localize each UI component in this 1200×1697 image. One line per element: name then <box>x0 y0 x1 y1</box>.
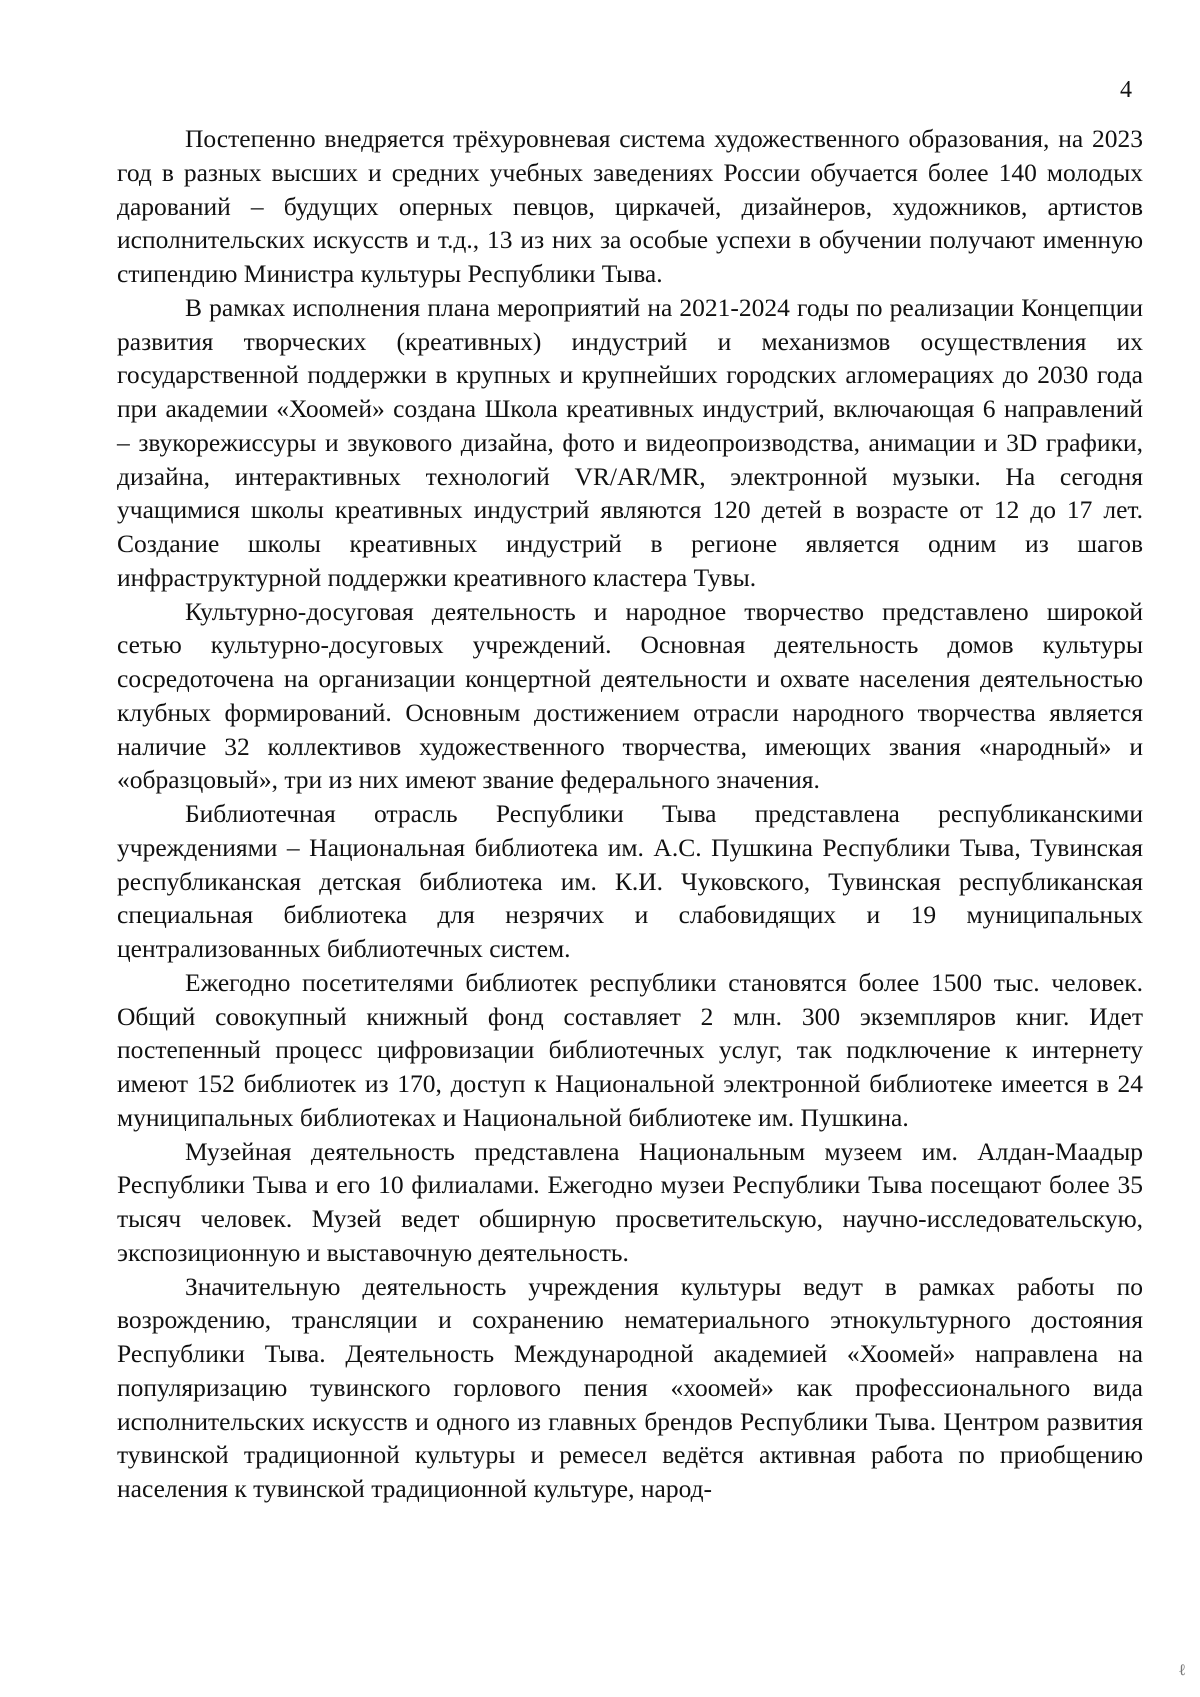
paragraph-libraries: Библиотечная отрасль Республики Тыва представлена республиканскими учреждениями – Национальная библиотека им. А.С. Пушкина Республики Тыва, Тувинская республиканская детская библиотека им. К.И. Чуковского, Тувинская республиканская специальная библиотека для незрячих и слабовидящих и 19 муниципальных централизованных библиотечных систем. <box>117 799 1143 963</box>
paragraph-creative-industries: В рамках исполнения плана мероприятий на 2021-2024 годы по реализации Концепции развития творческих (креативных) индустрий и механизмов осуществления их государственной поддержки в крупных и крупнейших городских агломерациях до 2030 года при академии «Хоомей» создана Школа креативных индустрий, включающая 6 направлений – звукорежиссуры и звукового дизайна, фото и видеопроизводства, анимации и 3D графики, дизайна, интерактивных технологий VR/AR/MR, электронной музыки. На сегодня учащимися школы креативных индустрий являются 120 детей в возрасте от 12 до 17 лет. Создание школы креативных индустрий в регионе является одним из шагов инфраструктурной поддержки креативного кластера Тувы. <box>117 292 1143 592</box>
paragraph-library-visitors: Ежегодно посетителями библиотек республики становятся более 1500 тыс. человек. Общий совокупный книжный фонд составляет 2 млн. 300 экземпляров книг. Идет постепенный процесс цифровизации библиотечных услуг, так подключение к интернету имеют 152 библиотек из 170, доступ к Национальной электронной библиотеке имеется в 24 муниципальных библиотеках и Национальной библиотеке им. Пушкина. <box>117 967 1143 1132</box>
page-number: 4 <box>1120 77 1132 103</box>
paragraph-intangible-heritage: Значительную деятельность учреждения культуры ведут в рамках работы по возрождению, трансляции и сохранению нематериального этнокультурного достояния Республики Тыва. Деятельность Международной академией «Хоомей» направлена на популяризацию тувинского горлового пения «хоомей» как профессионального вида исполнительских искусств и одного из главных брендов Республики Тыва. Центром развития тувинской традиционной культуры и ремесел ведётся активная работа по приобщению населения к тувинской традиционной культуре, народ- <box>117 1271 1143 1503</box>
paragraph-art-education: Постепенно внедряется трёхуровневая система художественного образования, на 2023 год в разных высших и средних учебных заведениях России обучается более 140 молодых дарований – будущих оперных певцов, циркачей, дизайнеров, художников, артистов исполнительских искусств и т.д., 13 из них за особые успехи в обучении получают именную стипендию Министра культуры Республики Тыва. <box>117 124 1143 288</box>
margin-mark-icon: ℓ <box>1178 1662 1186 1679</box>
paragraph-museums: Музейная деятельность представлена Национальным музеем им. Алдан-Маадыр Республики Тыва и его 10 филиалами. Ежегодно музеи Республики Тыва посещают более 35 тысяч человек. Музей ведет обширную просветительскую, научно-исследовательскую, экспозиционную и выставочную деятельность. <box>117 1136 1143 1267</box>
body-text <box>117 122 1143 1506</box>
paragraph-cultural-leisure: Культурно-досуговая деятельность и народное творчество представлено широкой сетью культурно-досуговых учреждений. Основная деятельность домов культуры сосредоточена на организации концертной деятельности и охвате населения деятельностью клубных формирований. Основным достижением отрасли народного творчества является наличие 32 коллективов художественного творчества, имеющих звания «народный» и «образцовый», три из них имеют звание федерального значения. <box>117 596 1143 795</box>
